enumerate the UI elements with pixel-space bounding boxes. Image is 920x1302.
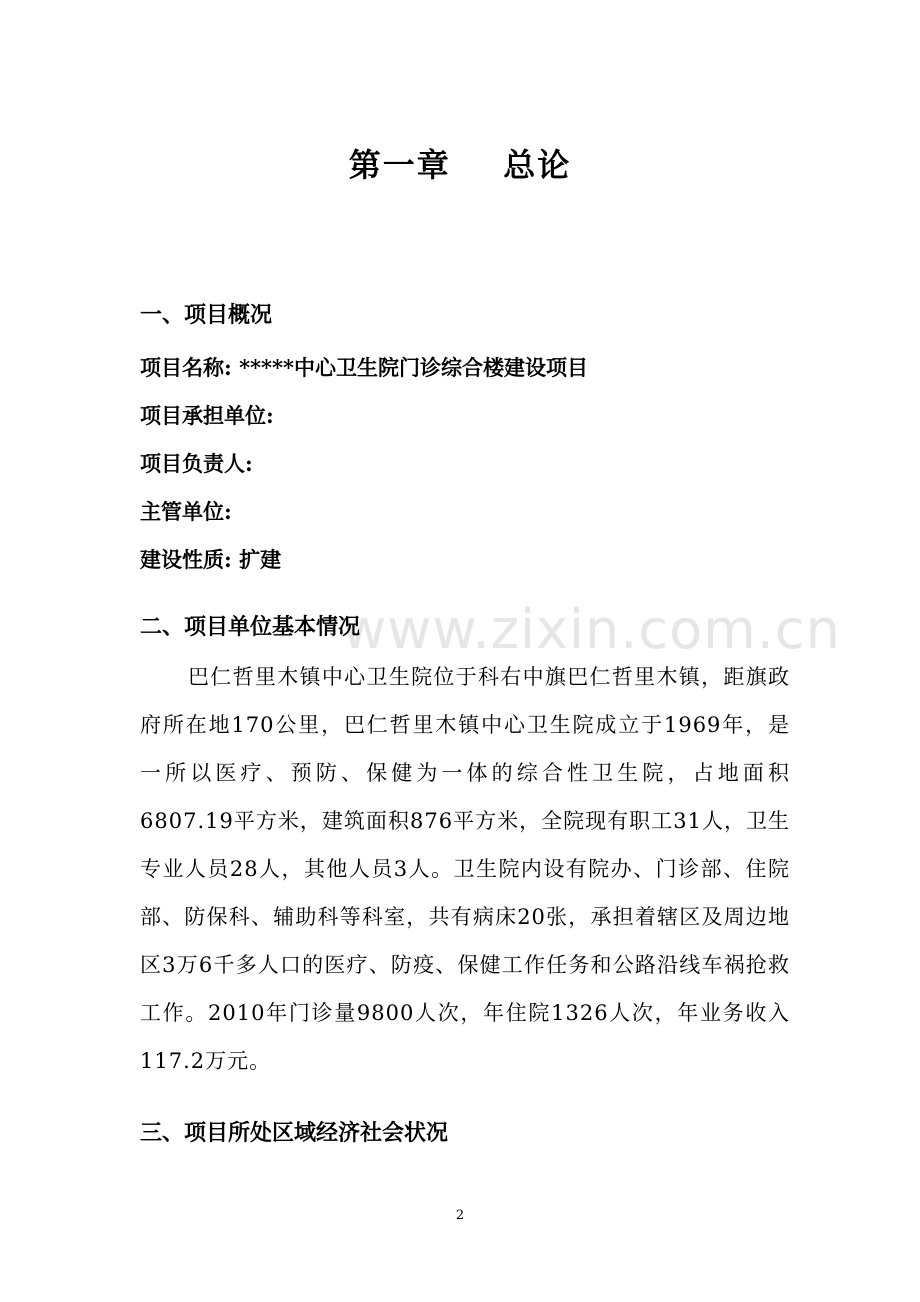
unit-description-paragraph: 巴仁哲里木镇中心卫生院位于科右中旗巴仁哲里木镇，距旗政府所在地170公里，巴仁哲里木镇中心卫生院成立于1969年，是一所以医疗、预防、保健为一体的综合性卫生院，占地面积6807.19平方米，建筑面积876平方米，全院现有职工31人，卫生专业人员28人，其他人员3人。卫生院内设有院办、门诊部、住院部、防保科、辅助科等科室，共有病床20张，承担着辖区及周边地区3万6千多人口的医疗、防疫、保健工作任务和公路沿线车祸抢救工作。2010年门诊量9800人次，年住院1326人次，年业务收入117.2万元。	[140, 665, 791, 1073]
field-undertaking-unit: 项目承担单位:	[140, 403, 274, 428]
field-construction-type: 建设性质: 扩建	[140, 547, 282, 572]
section-heading-unit-basics: 二、项目单位基本情况	[140, 614, 361, 640]
field-project-leader: 项目负责人:	[140, 451, 253, 476]
chapter-title: 第一章 总论	[348, 146, 572, 184]
field-supervising-unit: 主管单位:	[140, 499, 232, 524]
watermark-text: www.zixin.com.cn	[342, 598, 841, 661]
section-heading-project-overview: 一、项目概况	[140, 302, 273, 328]
page-number: 2	[455, 1208, 465, 1223]
section-heading-regional-status: 三、项目所处区域经济社会状况	[140, 1120, 449, 1146]
field-project-name: 项目名称: *****中心卫生院门诊综合楼建设项目	[140, 355, 588, 380]
